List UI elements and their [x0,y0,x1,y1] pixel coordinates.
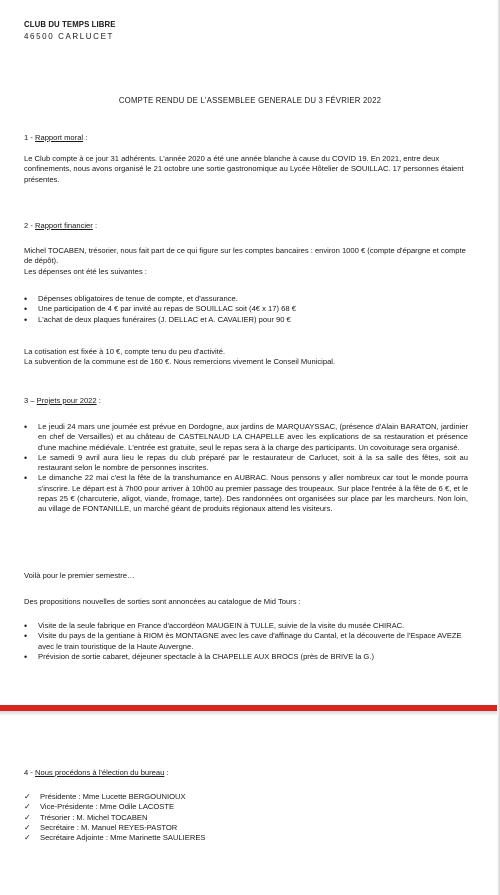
paragraph: Michel TOCABEN, trésorier, nous fait part de ce qui figure sur les comptes bancaires : environ 1000 € (compte d'épargne et compte de dépôt). [24,246,466,266]
section-title: Rapport financier [34,221,93,230]
section-number: 3 – [24,396,37,405]
club-name: CLUB DU TEMPS LIBRE [24,20,116,29]
section-title: Projets pour 2022 [36,396,97,405]
section-2-outro [24,347,468,368]
section-3-heading [24,396,468,406]
list-item: • L'achat de deux plaques funéraires (J. DELLAC et A. CAVALIER) pour 90 € [22,315,466,325]
list-item: ✓ Secrétaire : M. Manuel REYES-PASTOR [24,823,468,833]
section-1-body [24,154,470,185]
semester-note [24,571,468,581]
club-city: 46500 CARLUCET [24,32,114,41]
list-item: • Visite du pays de la gentiane à RIOM ès MONTAGNE avec les cave d'affinage du Cantal, et la découverte de l'Espace AVEZE avec le train touristique de la Haute Auvergne. [22,631,468,652]
list-item: • Une participation de 4 € par invité au repas de SOUILLAC soit (4€ x 17) 68 € [22,304,466,314]
section-number: 2 - [24,221,35,230]
list-item: ✓ Vice-Présidente : Mme Odile LACOSTE [24,802,468,812]
list-item: • Le samedi 9 avril aura lieu le repas du club préparé par le restaurateur de Carlucet, soit à la sa salle des fêtes, soit au restaurant selon le nombre de personnes inscrites. [22,453,468,474]
list-item: ✓ Secrétaire Adjointe : Mme Marinette SAULIERES [24,833,468,843]
section-colon: : [83,133,88,142]
list-item: ✓ Trésorier : M. Michel TOCABEN [24,813,468,823]
section-4-heading [24,768,468,778]
section-1-heading [24,133,468,143]
list-item: • Prévision de sortie cabaret, déjeuner spectacle à la CHAPELLE AUX BROCS (près de BRIVE la G.) [22,652,468,662]
paragraph: Des propositions nouvelles de sorties sont annoncées au catalogue de Mid Tours : [24,597,301,606]
paragraph: La cotisation est fixée à 10 €, compte tenu du peu d'activité. [24,347,226,356]
section-colon: : [92,221,98,230]
section-title: Rapport moral [34,133,84,142]
section-title: Nous procédons à l'élection du bureau [34,768,165,777]
section-2-heading [24,221,468,231]
paragraph: La subvention de la commune est de 160 €. Nous remercions vivement le Conseil Municipal. [24,357,336,367]
document-title: COMPTE RENDU DE L'ASSEMBLEE GENERALE DU 3 FÉVRIER 2022 [118,96,382,105]
section-number: 1 - [24,133,35,142]
bureau-list [24,792,468,843]
list-item: • Le dimanche 22 mai c'est la fête de la transhumance en AUBRAC. Nous pensons y aller nombreux car tout le monde pourra s'inscrire. Le départ est à 7h00 pour arriver à 10h00 au premier passage des troupeaux. Sur place l'entrée à la fête de 6 €, et le repas 25 € (charcuterie, aligot, viande, fromage, tarte). Des randonnées ont organisées sur place par les marcheurs. Non loin, au village de FONTANILLE, un marché géant de produits régionaux attend les visiteurs. [22,473,468,514]
proposals-intro [24,597,468,607]
list-item: • Visite de la seule fabrique en France d'accordéon MAUGEIN à TULLE, suivie de la visite du musée CHIRAC. [22,621,468,631]
paragraph: Le Club compte à ce jour 31 adhérents. L'année 2020 a été une année blanche à cause du COVID 19. En 2021, entre deux confinements, nous avons organisé le 21 octobre une sortie gastronomique au Lycée Hôtelier de SOUILLAC. 17 personnes étaient présentes. [24,154,464,184]
list-item: ✓ Présidente : Mme Lucette BERGOUNIOUX [24,792,468,802]
list-item: • Dépenses obligatoires de tenue de compte, et d'assurance. [22,294,466,304]
section-2-intro [24,246,470,277]
section-colon: : [164,768,169,777]
list-item: • Le jeudi 24 mars une journée est prévue en Dordogne, aux jardins de MARQUAYSSAC, (présence d'Alain BARATON, jardinier en chef de Versailles) et au château de CASTELNAUD LA CHAPELLE avec les explications de sa restauration et présence d'une machine médiévale. L'entrée est gratuite, seul le repas sera à la charge des participants. Un covoiturage sera organisé. [22,422,468,453]
page-divider-shadow [0,711,500,716]
trips-list [22,621,468,662]
section-colon: : [96,396,101,405]
paragraph: Voilà pour le premier semestre… [24,571,135,580]
expenses-list [22,294,466,325]
paragraph: Les dépenses ont été les suivantes : [24,266,147,276]
section-number: 4 - [24,768,35,777]
projects-list [22,422,468,515]
